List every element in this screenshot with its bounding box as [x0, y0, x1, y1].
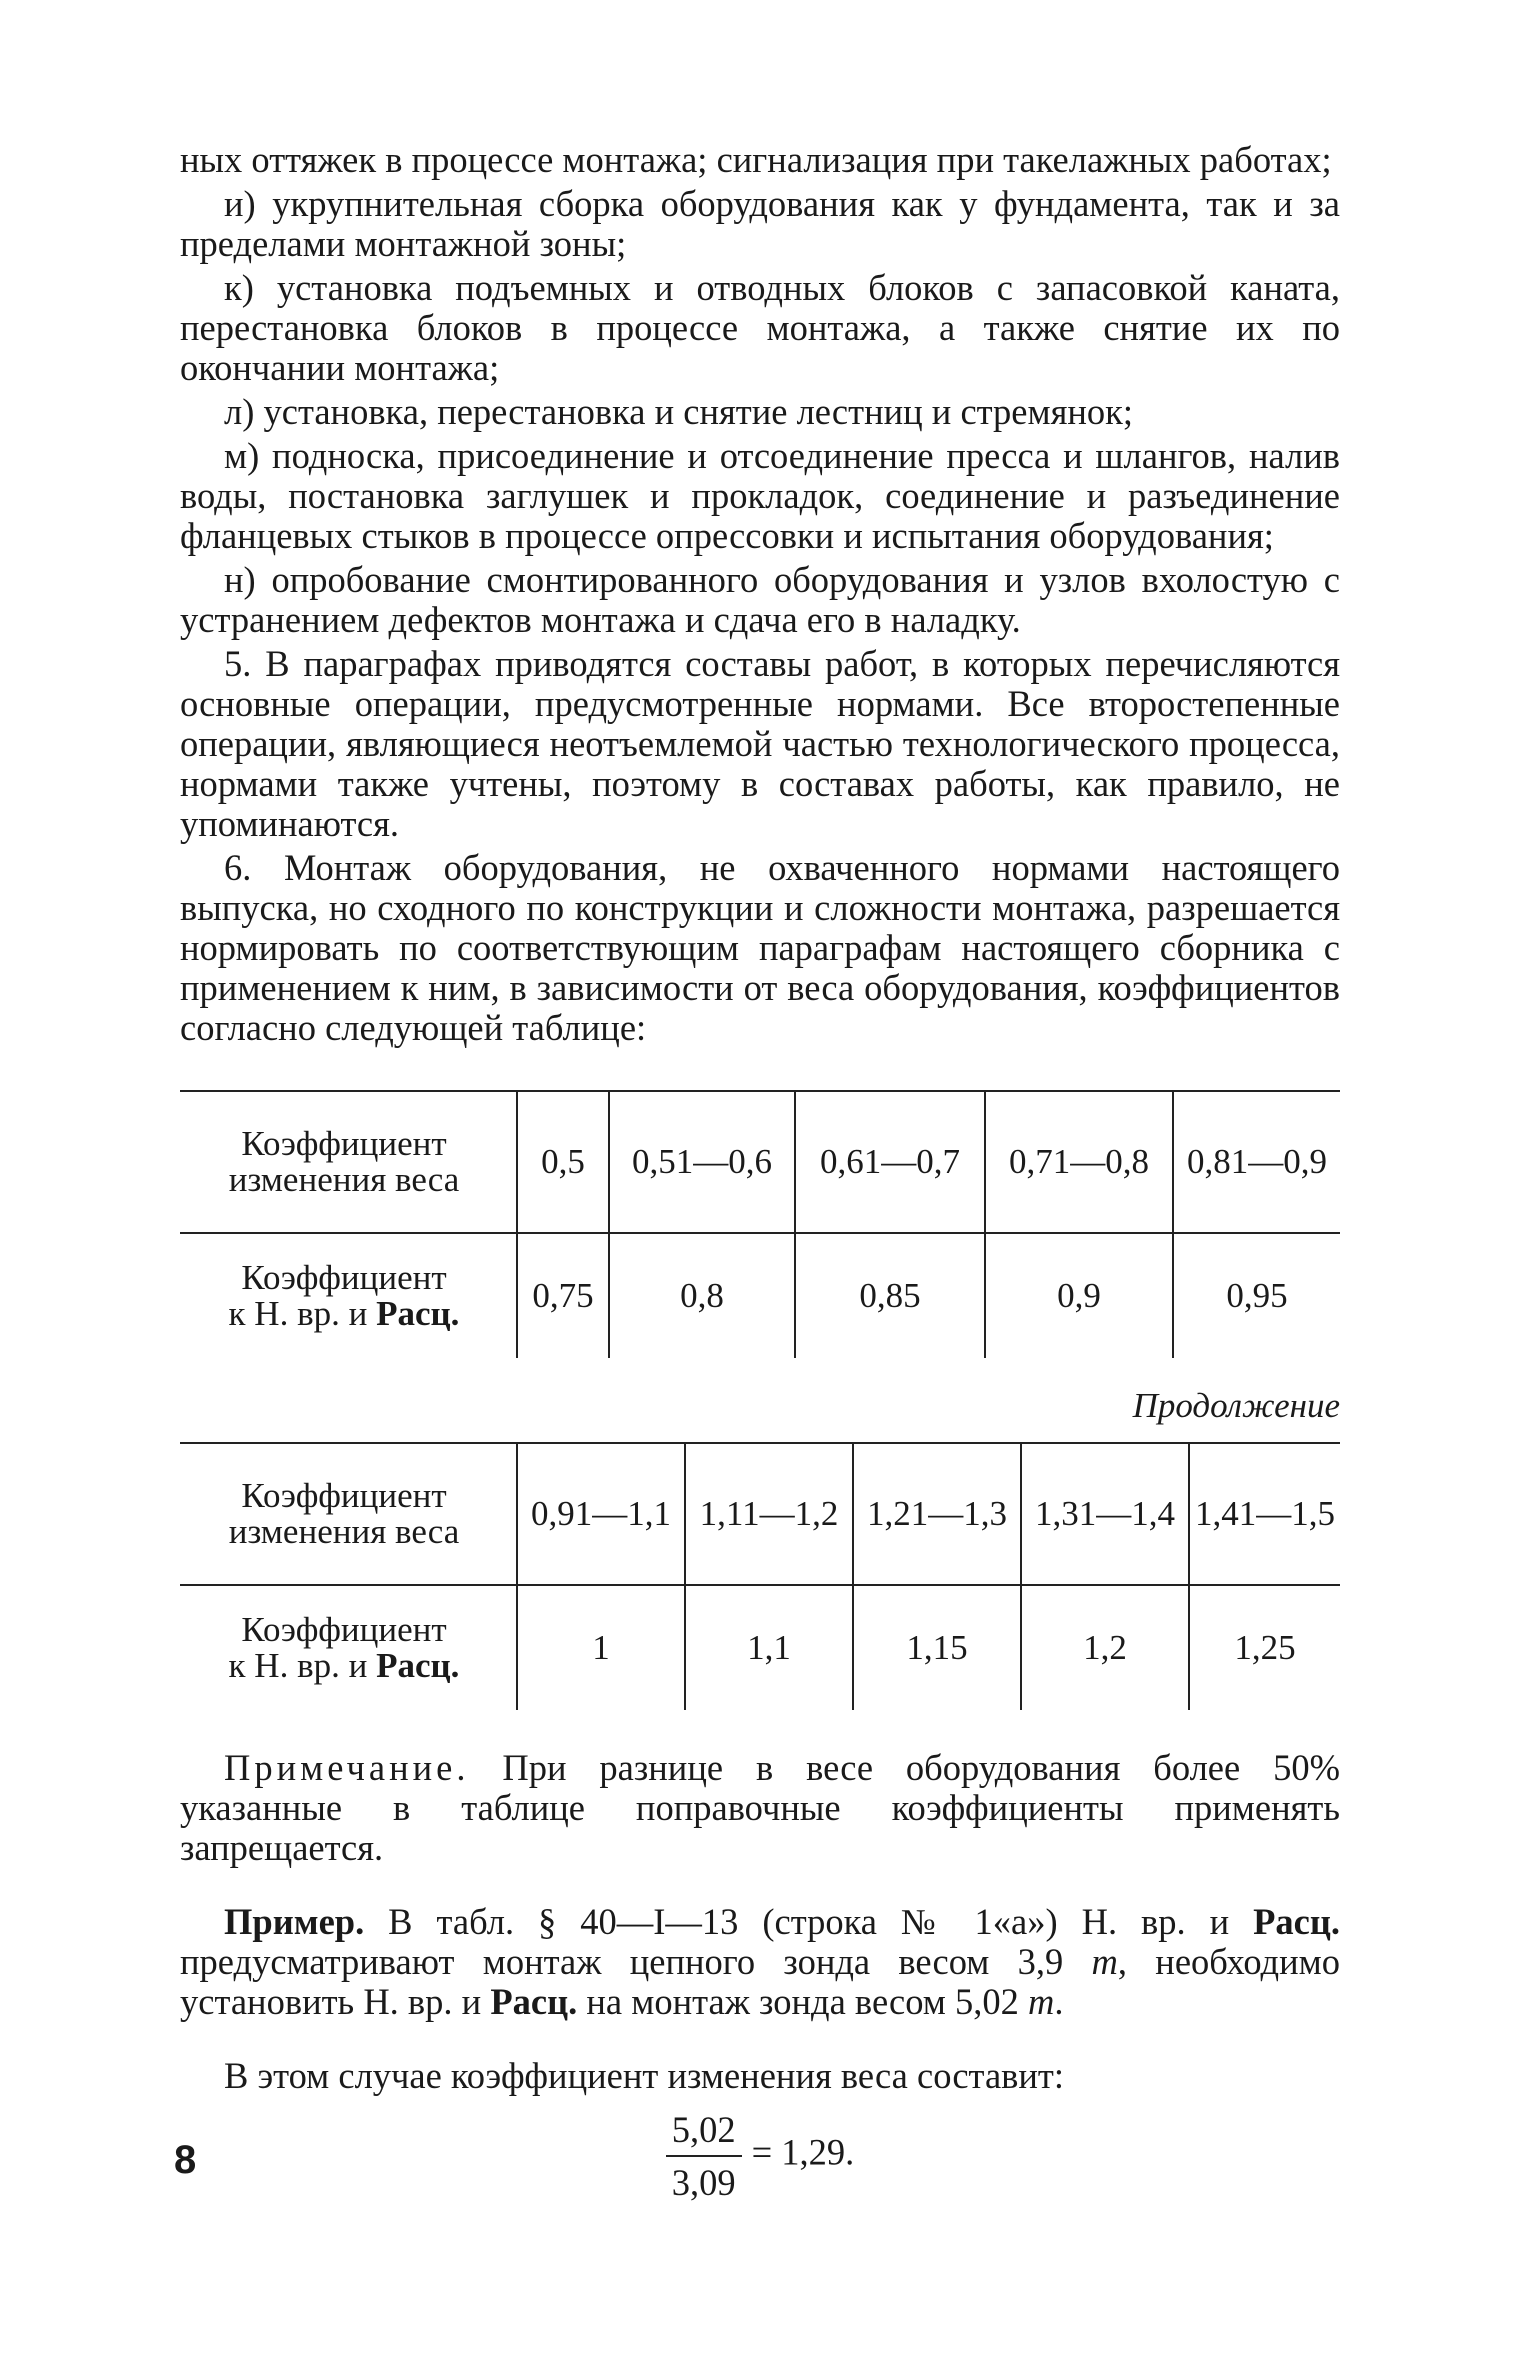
fraction — [666, 2108, 742, 2204]
page-number: 8 — [174, 2138, 197, 2182]
unit-italic: т — [1028, 1981, 1055, 2022]
example-bold: Расц. — [1253, 1901, 1340, 1942]
table-cell: 0,75 — [517, 1233, 609, 1358]
row-label: Коэффициент изменения веса — [180, 1091, 517, 1233]
row-label-line2: к Н. вр. и — [228, 1294, 377, 1333]
table-cell: 0,71—0,8 — [985, 1091, 1173, 1233]
row-label — [180, 1233, 517, 1358]
example-text: предусматривают монтаж цепного зонда весом 3,9 — [180, 1941, 1092, 1982]
row-label — [180, 1585, 517, 1710]
table-cell: 0,5 — [517, 1091, 609, 1233]
example-text: В табл. § 40—I—13 (строка № 1«а») Н. вр. и — [364, 1901, 1254, 1942]
row-label-bold: Расц. — [376, 1646, 460, 1685]
row-label-bold: Расц. — [376, 1294, 460, 1333]
table-row — [180, 1443, 1340, 1585]
note-label: Примечание. — [224, 1747, 470, 1788]
table-cell: 1,1 — [685, 1585, 853, 1710]
list-item-k: к) установка подъемных и отводных блоков с запасовкой каната, перестановка блоков в процессе монтажа, а также снятие их по окончании монтажа; — [180, 267, 1340, 388]
coefficient-table-1 — [180, 1090, 1340, 1358]
table-cell: 0,85 — [795, 1233, 985, 1358]
row-label: Коэффициент изменения веса — [180, 1443, 517, 1585]
case-text: В этом случае коэффициент изменения веса составит: — [224, 2055, 1065, 2096]
table-cell: 0,8 — [609, 1233, 795, 1358]
example-text: на монтаж зонда весом 5,02 — [577, 1981, 1029, 2022]
table-cell: 0,51—0,6 — [609, 1091, 795, 1233]
table-cell: 1,11—1,2 — [685, 1443, 853, 1585]
paragraph-5: 5. В параграфах приводятся составы работ, в которых перечисляются основные операции, предусмотренные нормами. Все второстепенные операции, являющиеся неотъемлемой частью технологического процесса, нормами также учтены, поэтому в составах работы, как правило, не упоминаются. — [180, 643, 1340, 844]
note-text: При разнице в весе оборудования более 50% указанные в таблице поправочные коэффициенты применять запрещается. — [180, 1747, 1340, 1868]
numerator: 5,02 — [666, 2108, 742, 2157]
table-cell: 1,25 — [1189, 1585, 1340, 1710]
table-row — [180, 1585, 1340, 1710]
formula — [180, 2108, 1340, 2204]
example — [180, 1902, 1340, 2022]
list-item-m: м) подноска, присоединение и отсоединение пресса и шлангов, налив воды, постановка заглушек и прокладок, соединение и разъединение фланцевых стыков в процессе опрессовки и испытания оборудования; — [180, 435, 1340, 556]
paragraph-6: 6. Монтаж оборудования, не охваченного нормами настоящего выпуска, но сходного по конструкции и сложности монтажа, разрешается нормировать по соответствующим параграфам настоящего сборника с применением к ним, в зависимости от веса оборудования, коэффициентов согласно следующей таблице: — [180, 847, 1340, 1048]
table-cell: 0,91—1,1 — [517, 1443, 685, 1585]
table-cell: 1,31—1,4 — [1021, 1443, 1189, 1585]
coefficient-table-2 — [180, 1442, 1340, 1710]
table-cell: 0,81—0,9 — [1173, 1091, 1340, 1233]
note — [180, 1748, 1340, 1868]
page-content — [180, 140, 1340, 2204]
row-label-line1: Коэффициент — [241, 1258, 447, 1297]
list-item-i: и) укрупнительная сборка оборудования как у фундамента, так и за пределами монтажной зоны; — [180, 183, 1340, 264]
table-cell: 1,41—1,5 — [1189, 1443, 1340, 1585]
example-text: . — [1054, 1981, 1064, 2022]
table-cell: 0,9 — [985, 1233, 1173, 1358]
example-bold: Расц. — [490, 1981, 578, 2022]
table-row — [180, 1091, 1340, 1233]
continuation-label: Продолжение — [1132, 1386, 1340, 1425]
list-item-l: л) установка, перестановка и снятие лестниц и стремянок; — [224, 391, 1134, 432]
row-label-line1: Коэффициент — [241, 1610, 447, 1649]
denominator: 3,09 — [671, 2162, 736, 2203]
formula-result: = 1,29. — [751, 2131, 855, 2173]
example-label: Пример. — [224, 1901, 365, 1942]
table-cell: 1,15 — [853, 1585, 1021, 1710]
table-cell: 0,61—0,7 — [795, 1091, 985, 1233]
table-cell: 1,21—1,3 — [853, 1443, 1021, 1585]
table-cell: 1,2 — [1021, 1585, 1189, 1710]
table-row — [180, 1233, 1340, 1358]
unit-italic: т — [1091, 1941, 1118, 1982]
paragraph: ных оттяжек в процессе монтажа; сигнализация при такелажных работах; — [180, 139, 1332, 180]
example-text: , необходимо установить Н. вр. и — [180, 1941, 1340, 2022]
list-item-n: н) опробование смонтированного оборудования и узлов вхолостую с устранением дефектов монтажа и сдача его в наладку. — [180, 559, 1340, 640]
table-cell: 1 — [517, 1585, 685, 1710]
table-cell: 0,95 — [1173, 1233, 1340, 1358]
row-label-line2: к Н. вр. и — [228, 1646, 377, 1685]
